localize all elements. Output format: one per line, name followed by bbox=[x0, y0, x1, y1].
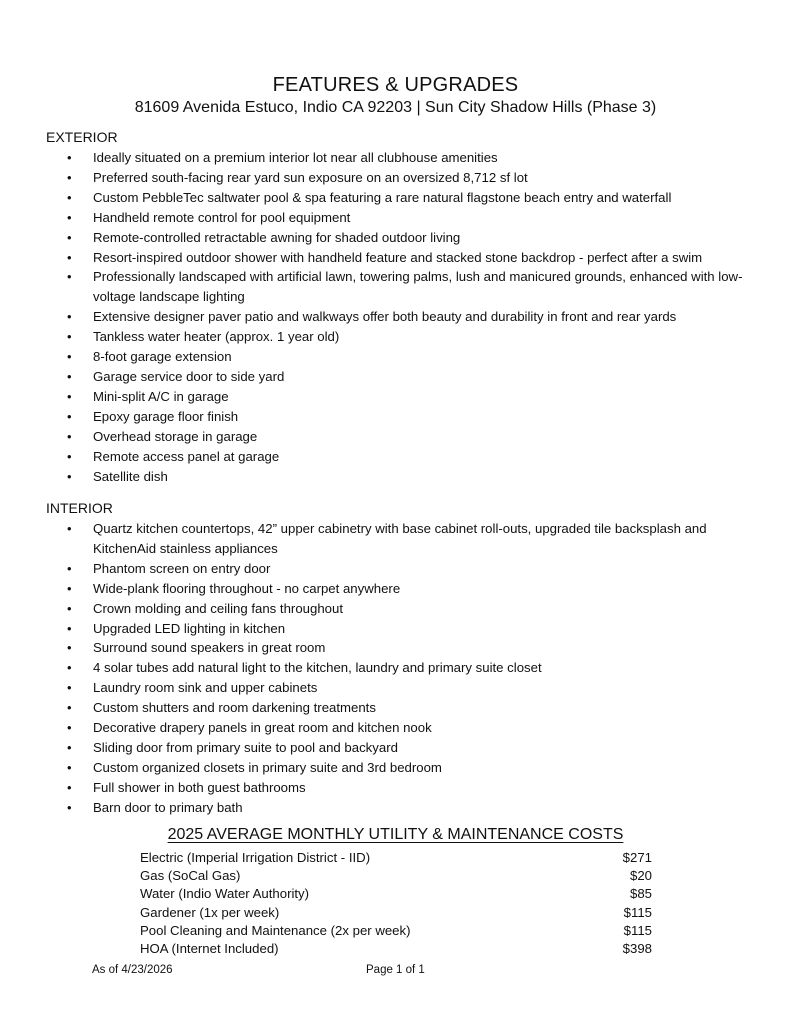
interior-feature-list bbox=[64, 519, 744, 818]
cost-label: HOA (Internet Included) bbox=[140, 940, 279, 956]
cost-row bbox=[140, 885, 652, 903]
cost-label: Water (Indio Water Authority) bbox=[140, 886, 310, 902]
costs-title: 2025 AVERAGE MONTHLY UTILITY & MAINTENANCE COSTS bbox=[167, 826, 624, 843]
cost-label: Pool Cleaning and Maintenance (2x per week) bbox=[140, 922, 411, 938]
cost-amount: $398 bbox=[622, 940, 652, 956]
feature-item: • Sliding door from primary suite to pool and backyard bbox=[64, 738, 744, 758]
interior-heading: INTERIOR bbox=[46, 500, 113, 516]
exterior-feature-list bbox=[64, 148, 744, 486]
feature-item: • Remote-controlled retractable awning for shaded outdoor living bbox=[64, 228, 744, 248]
costs-table bbox=[140, 849, 652, 958]
cost-row bbox=[140, 940, 652, 958]
feature-item: • Tankless water heater (approx. 1 year old) bbox=[64, 327, 744, 347]
feature-item: • Quartz kitchen countertops, 42” upper cabinetry with base cabinet roll-outs, upgraded tile backsplash and KitchenAid stainless appliances bbox=[64, 519, 744, 559]
feature-item: • Custom PebbleTec saltwater pool & spa featuring a rare natural flagstone beach entry and waterfall bbox=[64, 188, 744, 208]
page-number: Page 1 of 1 bbox=[366, 964, 425, 976]
feature-item: • Garage service door to side yard bbox=[64, 367, 744, 387]
cost-amount: $20 bbox=[629, 868, 652, 884]
cost-row bbox=[140, 904, 652, 922]
exterior-heading: EXTERIOR bbox=[46, 129, 118, 145]
feature-item: • Upgraded LED lighting in kitchen bbox=[64, 619, 744, 639]
feature-item: • Custom organized closets in primary suite and 3rd bedroom bbox=[64, 758, 744, 778]
feature-item: • Crown molding and ceiling fans throughout bbox=[64, 599, 744, 619]
cost-label: Gardener (1x per week) bbox=[140, 904, 280, 920]
cost-amount: $85 bbox=[629, 886, 652, 902]
feature-item: • Ideally situated on a premium interior lot near all clubhouse amenities bbox=[64, 148, 744, 168]
feature-item: • Wide-plank flooring throughout - no carpet anywhere bbox=[64, 579, 744, 599]
cost-amount: $115 bbox=[623, 904, 652, 920]
cost-amount: $271 bbox=[622, 850, 652, 865]
feature-item: • Phantom screen on entry door bbox=[64, 559, 744, 579]
feature-item: • Resort-inspired outdoor shower with handheld feature and stacked stone backdrop - perfect after a swim bbox=[64, 248, 744, 268]
feature-item: • Professionally landscaped with artificial lawn, towering palms, lush and manicured grounds, enhanced with low-voltage landscape lighting bbox=[64, 267, 744, 307]
feature-item: • Custom shutters and room darkening treatments bbox=[64, 698, 744, 718]
feature-item: • Barn door to primary bath bbox=[64, 798, 744, 818]
cost-row bbox=[140, 849, 652, 867]
feature-item: • Remote access panel at garage bbox=[64, 447, 744, 467]
feature-item: • Full shower in both guest bathrooms bbox=[64, 778, 744, 798]
cost-row bbox=[140, 922, 652, 940]
feature-item: • Overhead storage in garage bbox=[64, 427, 744, 447]
cost-amount: $115 bbox=[623, 922, 652, 938]
feature-item: • Decorative drapery panels in great room and kitchen nook bbox=[64, 718, 744, 738]
cost-label: Electric (Imperial Irrigation District - IID) bbox=[140, 850, 371, 865]
page-title: FEATURES & UPGRADES bbox=[272, 74, 519, 96]
feature-item: • Mini-split A/C in garage bbox=[64, 387, 744, 407]
feature-item: • Epoxy garage floor finish bbox=[64, 407, 744, 427]
feature-item: • Handheld remote control for pool equipment bbox=[64, 208, 744, 228]
cost-row bbox=[140, 867, 652, 885]
feature-item: • 8-foot garage extension bbox=[64, 347, 744, 367]
feature-item: • Laundry room sink and upper cabinets bbox=[64, 678, 744, 698]
as-of-date: As of 4/23/2026 bbox=[92, 964, 173, 976]
feature-item: • Extensive designer paver patio and walkways offer both beauty and durability in front and rear yards bbox=[64, 307, 744, 327]
cost-label: Gas (SoCal Gas) bbox=[140, 868, 241, 884]
property-address: 81609 Avenida Estuco, Indio CA 92203 | Sun City Shadow Hills (Phase 3) bbox=[134, 99, 657, 116]
feature-item: • Surround sound speakers in great room bbox=[64, 638, 744, 658]
feature-item: • 4 solar tubes add natural light to the kitchen, laundry and primary suite closet bbox=[64, 658, 744, 678]
feature-item: • Preferred south-facing rear yard sun exposure on an oversized 8,712 sf lot bbox=[64, 168, 744, 188]
feature-item: • Satellite dish bbox=[64, 467, 744, 487]
